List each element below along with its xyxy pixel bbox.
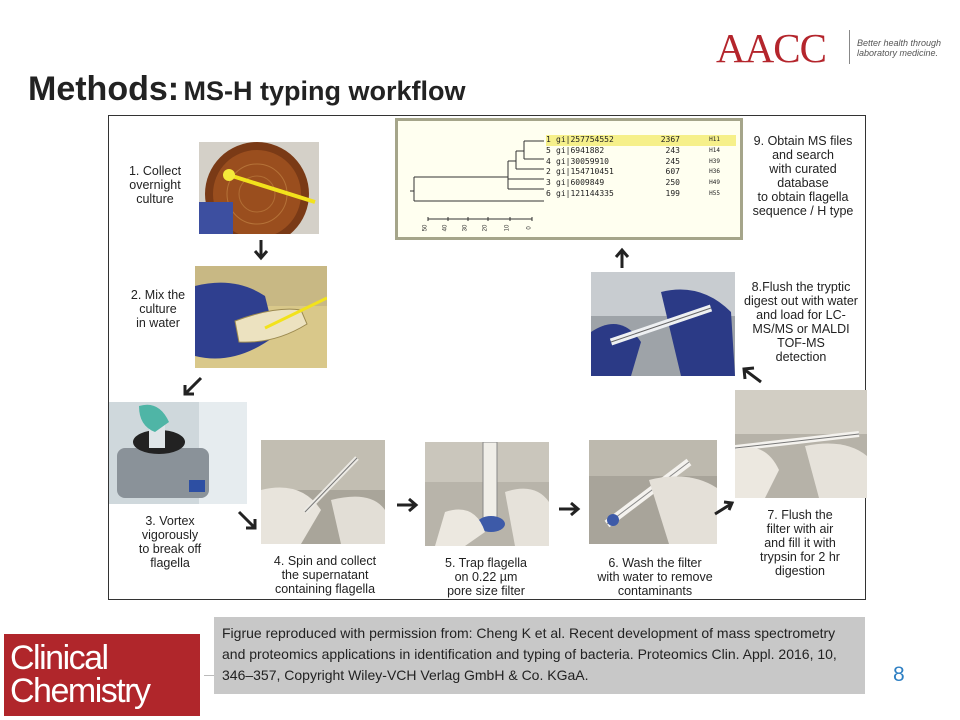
axis-tick-label: 30 [462, 224, 469, 232]
axis-tick-label: 20 [482, 224, 489, 232]
arrow-down-left-icon [179, 374, 205, 400]
logo-divider [849, 30, 850, 64]
tryptic-flush-photo [591, 272, 735, 376]
agar-plate-photo [199, 142, 319, 234]
step-5-label: 5. Trap flagella on 0.22 µm pore size filter [445, 556, 527, 598]
arrow-right-icon [711, 494, 737, 520]
step-8-label: 8.Flush the tryptic digest out with water and load for LC- MS/MS or MALDI TOF-MS detection [744, 280, 858, 364]
hit-row: 1 gi|257754552 2367 H11 [546, 135, 736, 146]
flush-air-photo [735, 390, 867, 498]
axis-tick-label: 0 [526, 226, 533, 230]
hit-row: 5 gi|6941882 243 H14 [546, 145, 720, 155]
axis-tick-label: 50 [422, 224, 429, 232]
hit-row: 3 gi|6009849 250 H49 [546, 178, 720, 188]
step-2-label: 2. Mix the culture in water [130, 288, 186, 330]
dendrogram-panel [395, 118, 743, 240]
vortex-photo [109, 402, 247, 504]
aacc-tagline: Better health through laboratory medicine. [857, 38, 942, 58]
figure-citation: Figrue reproduced with permission from: Cheng K et al. Recent development of mass spectrometry and proteomics applications in identification and typing of bacteria. Proteomics Clin. Appl. 2016, 10, 346–357, Copyright Wiley-VCH Verlag GmbH & Co. KGaA. [214, 617, 865, 694]
page-number: 8 [893, 663, 905, 686]
step-3-label: 3. Vortex vigorously to break off flagella [138, 514, 202, 570]
step-1-label: 1. Collect overnight culture [128, 164, 182, 206]
arrow-up-icon [609, 244, 635, 270]
clinical-chemistry-logo [4, 634, 200, 716]
mix-culture-photo [195, 266, 327, 368]
arrow-right-icon [557, 496, 583, 522]
step-9-label: 9. Obtain MS files and search with curated database to obtain flagella sequence / H type [752, 134, 854, 218]
slide-title [28, 70, 466, 109]
journal-line-1: Clinical [10, 639, 108, 677]
spin-collect-photo [261, 440, 385, 544]
hit-row: 4 gi|30059910 245 H39 [546, 156, 720, 166]
aacc-logo [716, 26, 946, 70]
title-prefix: Methods: [28, 70, 180, 108]
title-suffix: MS-H typing workflow [183, 76, 466, 106]
step-7-label: 7. Flush the filter with air and fill it with trypsin for 2 hr digestion [760, 508, 840, 578]
journal-line-2: Chemistry [10, 672, 150, 710]
hit-row: 2 gi|154710451 607 H36 [546, 167, 720, 177]
axis-tick-label: 10 [504, 224, 511, 232]
wash-filter-photo [589, 440, 717, 544]
step-6-label: 6. Wash the filter with water to remove contaminants [597, 556, 713, 598]
arrow-right-icon [395, 492, 421, 518]
trap-flagella-photo [425, 442, 549, 546]
arrow-down-right-icon [235, 508, 261, 534]
hit-list [546, 135, 736, 200]
arrow-down-icon [248, 238, 274, 264]
arrow-up-left-icon [739, 362, 765, 388]
axis-tick-label: 40 [442, 224, 449, 232]
step-4-label: 4. Spin and collect the supernatant containing flagella [273, 554, 377, 596]
aacc-logo-text: AACC [716, 25, 826, 71]
workflow-figure [108, 115, 866, 600]
hit-row: 6 gi|121144335 199 H55 [546, 188, 720, 198]
